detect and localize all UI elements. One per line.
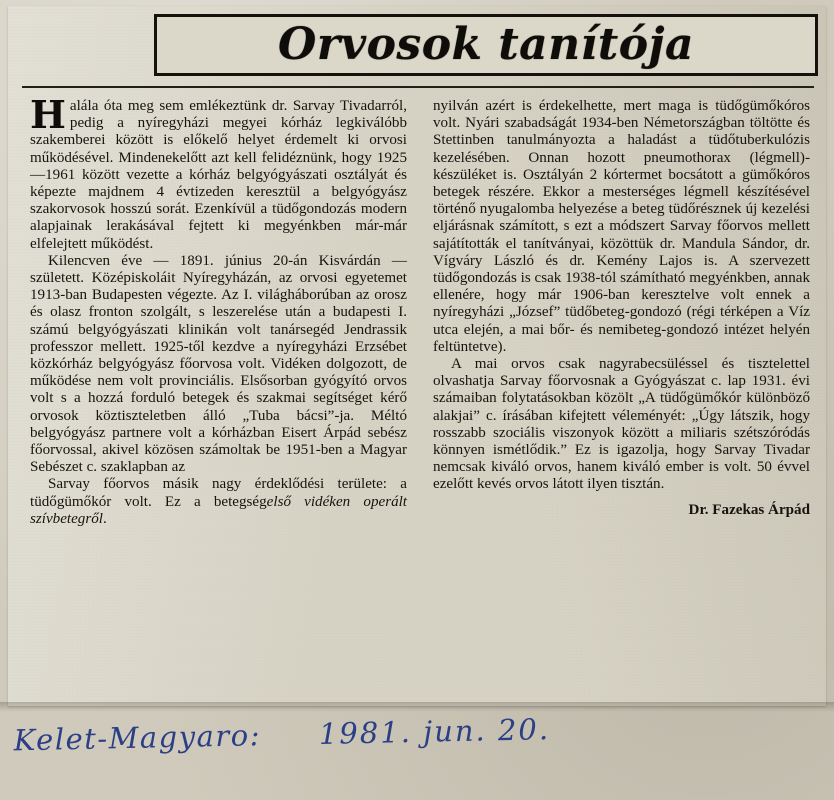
- paragraph: [433, 356, 810, 494]
- author-signature: Dr. Fazekas Árpád: [688, 501, 810, 518]
- paragraph-text: A mai orvos csak nagyrabecsüléssel és tisztelettel olvashatja Sarvay főorvosnak a Gyógyászat c. lap 1931. évi számaiban folytatásokban közölt „A tüdőgümőkór különböző alakjai” c. írásában kifejtett véleményét: „Úgy látszik, hogy rosszabb szociális viszonyok között a miliaris szétszóródás könnyen ismétlődik.” Ez is igazolja, hogy Sarvay Tivadar nemcsak kiváló orvos, hanem kiváló ember is volt. 50 évvel ezelőtt kevés orvos látott ilyen tisztán.: [433, 356, 810, 493]
- page-title: Orvosok tanítója: [278, 19, 694, 70]
- handwritten-date: 1981. jun. 20.: [318, 712, 551, 751]
- handwritten-annotation: [13, 709, 714, 794]
- paragraph: [30, 476, 407, 528]
- paragraph-text: nyilván azért is érdekelhette, mert maga is tüdőgümőkóros volt. Nyári szabadságát 1934-ben Németországban töltötte és Stettinben tanulmányozta a haladást a tüdőtuberkulózis kezelésében. Onnan hozott pneumothorax (légmell)-készüléket is. Osztályán 2 kórtermet bocsátott a gümőkóros betegek részére. Ekkor a mesterséges légmell készítésével történő nyugalomba helyezése a beteg tüdőrésznek új kezelési eljárásnak számított, s ezt a módszert Sarvay főorvos mellett sajátították el tanítványai, közöttük dr. Mandula Sándor, dr. Vígváry László és dr. Kemény Lajos is. A szervezett tüdőgondozás is csak 1938-tól számítható megyénkben, annak ellenére, hogy már 1906-ban keresztelve volt ennek a nyíregyházi „József” tüdőbeteg-gondozó (régi térképen a Víz utca elején, a mai bőr- és nemibeteg-gondozó intézet helyén feltüntetve).: [433, 98, 810, 355]
- paragraph: [30, 253, 407, 477]
- handwritten-source: Kelet-Magyaro:: [13, 718, 262, 758]
- paragraph-text: alála óta meg sem emlékeztünk dr. Sarvay Tivadarról, pedig a nyíregyházi megyei kórház legkiválóbb szakemberei között is előkelő helyet érdemelt ki orvosi működésével. Mindenekelőtt azt kell felidéznünk, hogy 1925—1961 között vezette a kórház belgyógyászati osztályát és képezte majdnem 4 évtizeden keresztül a belgyógyász szakorvosok hosszú sorát. Ezenkívül a tüdőgondozás modern alapjainak lerakásával fejtett ki megyénkben már-már elfelejtett működést.: [30, 98, 407, 252]
- newspaper-clipping: [8, 6, 826, 706]
- horizontal-rule: [22, 86, 814, 88]
- paragraph-tail: .: [102, 510, 107, 527]
- column-left: [30, 92, 407, 528]
- paragraph: [433, 98, 810, 356]
- column-right: [433, 98, 810, 528]
- paragraph: [30, 92, 407, 253]
- paragraph-text: Kilencven éve — 1891. június 20-án Kisvárdán — született. Középiskoláit Nyíregyházán, az orvosi egyetemet 1913-ban Budapesten végezte. Az I. világháborúban az orosz és olasz fronton szolgált, s leszerelése után a budapesti I. számú belgyógyászati klinikán volt tanársegéd Jendrassik professzor mellett. 1925-től kezdve a nyíregyházi Erzsébet közkórház belgyógyász főorvosa volt. Vidéken dolgozott, de működése nem volt provinciális. Elsősorban gyógyító orvos volt s a hozzá forduló betegek és szakmai segítséget kérő orvosok köztiszteletben álló „Tuba bácsi”-ja. Méltó belgyógyász partnere volt a kórházban Eisert Árpád sebész főorvossal, akivel közösen számoltak be 1951-ben a Magyar Sebészet c. szaklapban az: [30, 252, 407, 476]
- headline-box: [154, 14, 818, 76]
- drop-cap: H: [30, 92, 66, 137]
- paragraph-text: Sarvay főorvos másik nagy érdeklődési területe: a tüdőgümőkór volt. Ez a betegség: [30, 476, 407, 510]
- emphasis-text: első vidéken operált szívbetegről: [30, 493, 407, 527]
- article-columns: [30, 92, 810, 528]
